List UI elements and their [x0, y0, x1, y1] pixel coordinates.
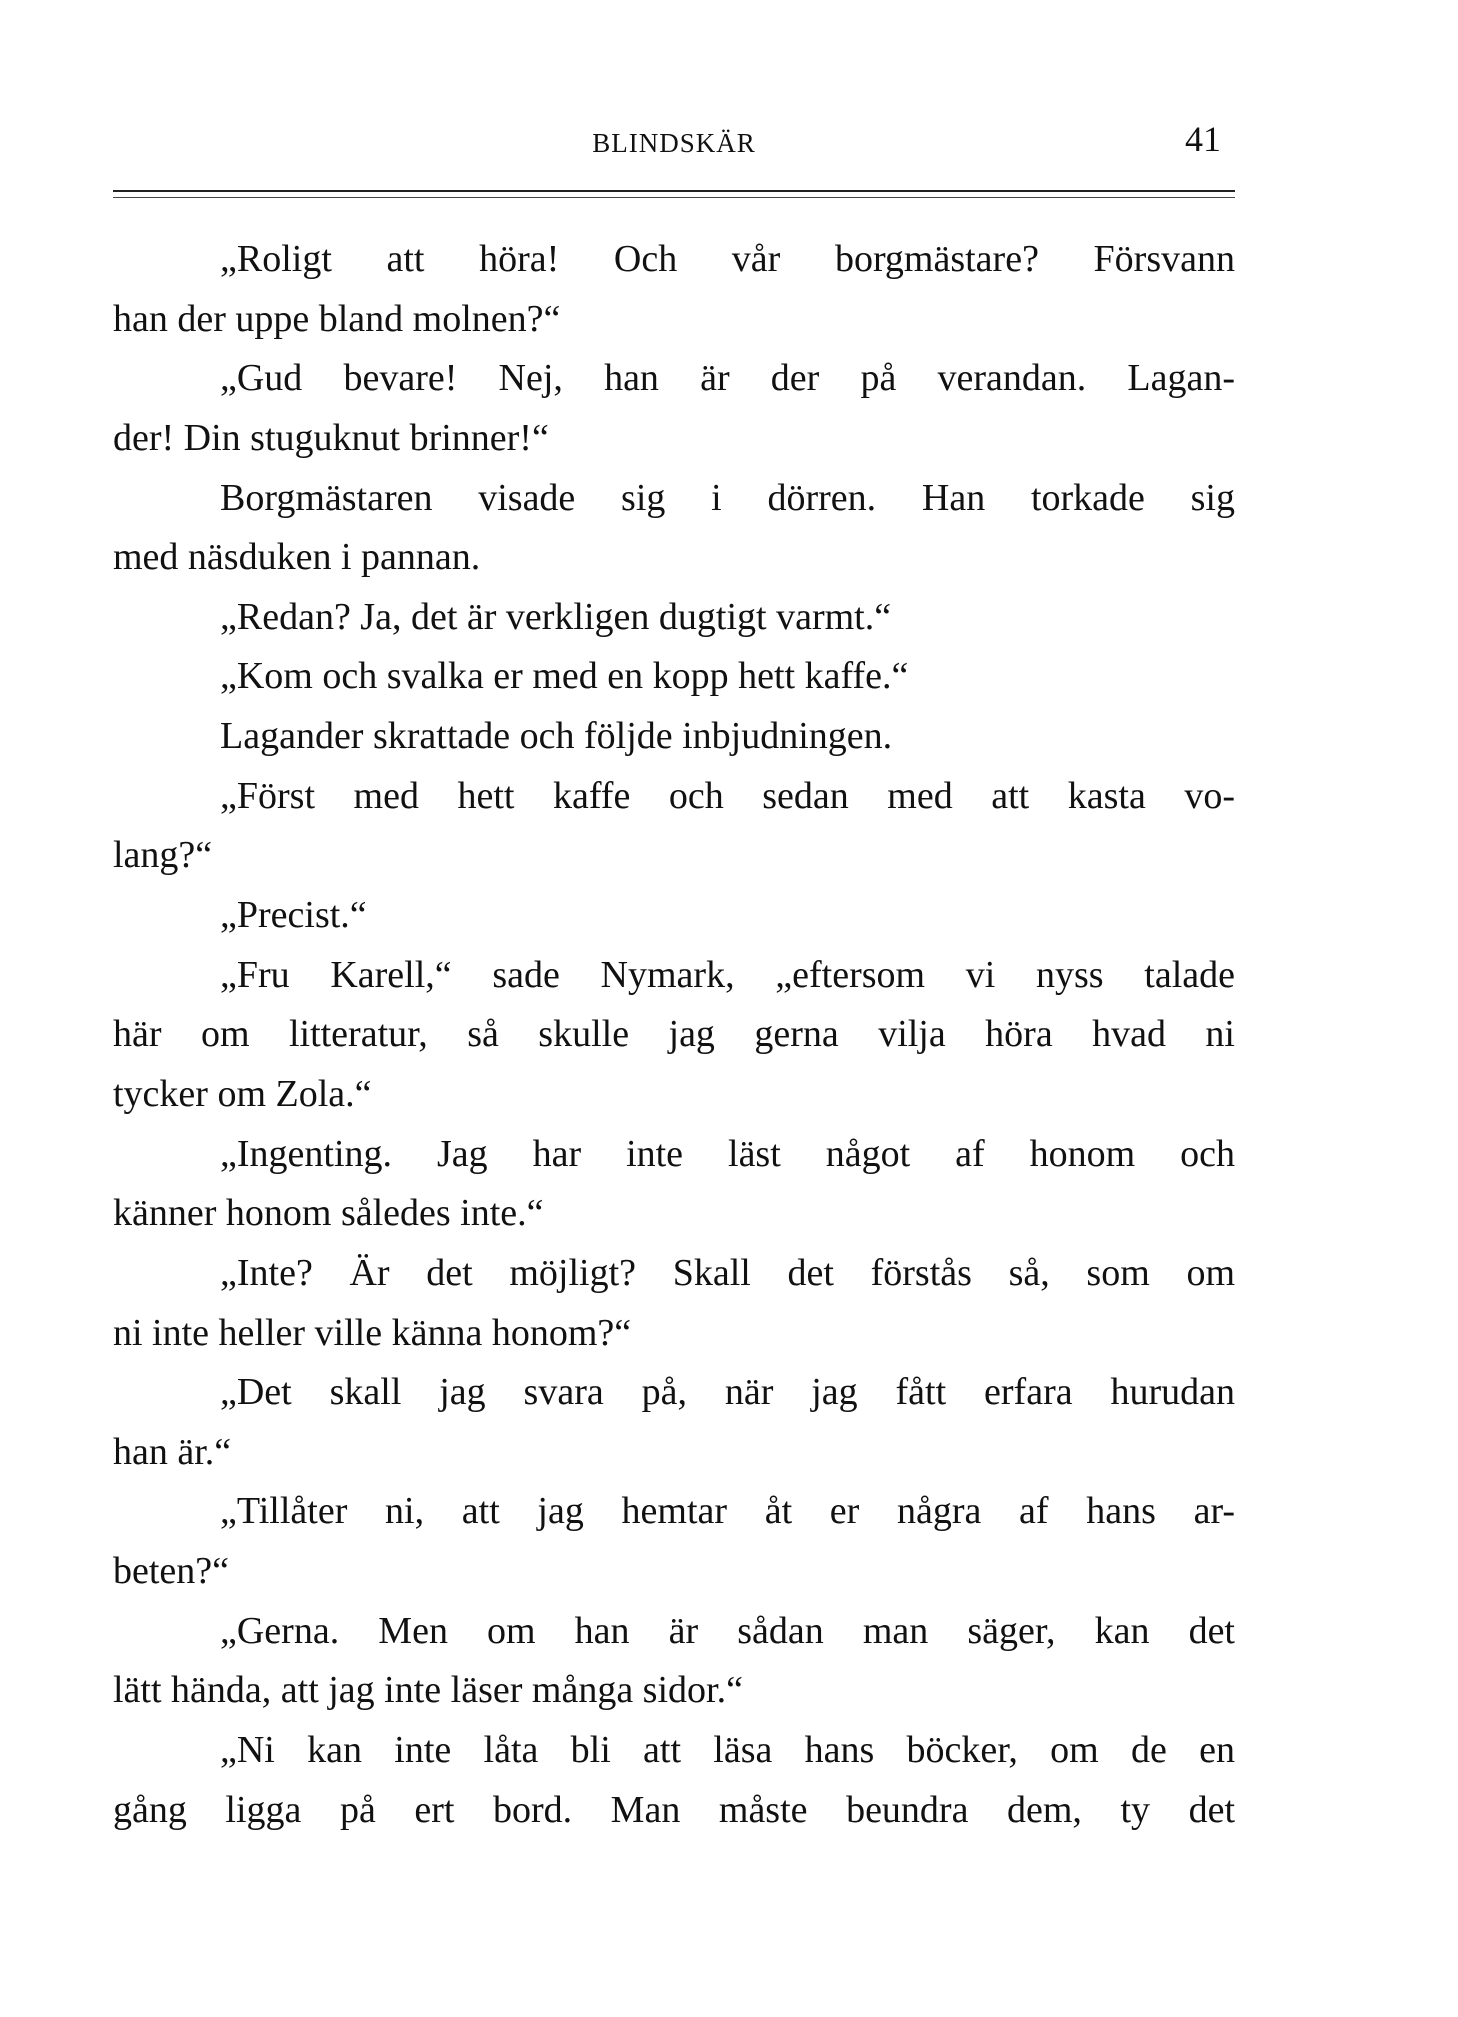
text-line: han der uppe bland molnen?“: [113, 297, 561, 340]
text-line: här om litteratur, så skulle jag gerna vilja höra hvad ni: [113, 1013, 1235, 1056]
text-line: „Redan? Ja, det är verkligen dugtigt varmt.“: [220, 595, 892, 638]
page-number: 41: [1185, 119, 1221, 159]
text-line: lätt hända, att jag inte läser många sidor.“: [113, 1669, 743, 1712]
text-line: „Tillåter ni, att jag hemtar åt er några af hans ar-: [220, 1490, 1235, 1533]
text-line: Lagander skrattade och följde inbjudningen.: [220, 715, 893, 758]
text-line: „Ni kan inte låta bli att läsa hans böcker, om de en: [220, 1729, 1235, 1772]
text-line: „Ingenting. Jag har inte läst något af honom och: [220, 1132, 1235, 1175]
text-line: lang?“: [113, 834, 213, 877]
header-rule-secondary: [113, 197, 1235, 198]
text-line: „Inte? Är det möjligt? Skall det förstås så, som om: [220, 1251, 1235, 1294]
running-title: BLINDSKÄR: [592, 128, 756, 158]
text-line: „Kom och svalka er med en kopp hett kaffe.“: [220, 655, 909, 698]
text-line: „Precist.“: [220, 894, 367, 937]
text-line: Borgmästaren visade sig i dörren. Han torkade sig: [220, 476, 1235, 519]
text-line: beten?“: [113, 1550, 230, 1593]
running-header: [113, 118, 1235, 158]
body-text: [113, 230, 1235, 1840]
text-line: ni inte heller ville känna honom?“: [113, 1311, 632, 1354]
text-line: der! Din stuguknut brinner!“: [113, 416, 549, 459]
header-rule: [113, 190, 1235, 192]
text-line: „Gerna. Men om han är sådan man säger, kan det: [220, 1609, 1235, 1652]
text-line: gång ligga på ert bord. Man måste beundra dem, ty det: [113, 1788, 1235, 1831]
text-line: tycker om Zola.“: [113, 1072, 372, 1115]
text-line: „Det skall jag svara på, när jag fått erfara hurudan: [220, 1371, 1235, 1414]
text-line: „Fru Karell,“ sade Nymark, „eftersom vi nyss talade: [220, 953, 1235, 996]
text-line: känner honom således inte.“: [113, 1192, 544, 1235]
text-line: han är.“: [113, 1430, 232, 1473]
text-line: med näsduken i pannan.: [113, 536, 481, 579]
text-line: „Roligt att höra! Och vår borgmästare? Försvann: [220, 238, 1235, 280]
text-line: „Gud bevare! Nej, han är der på verandan. Lagan-: [220, 357, 1235, 400]
text-line: „Först med hett kaffe och sedan med att kasta vo-: [220, 774, 1235, 817]
